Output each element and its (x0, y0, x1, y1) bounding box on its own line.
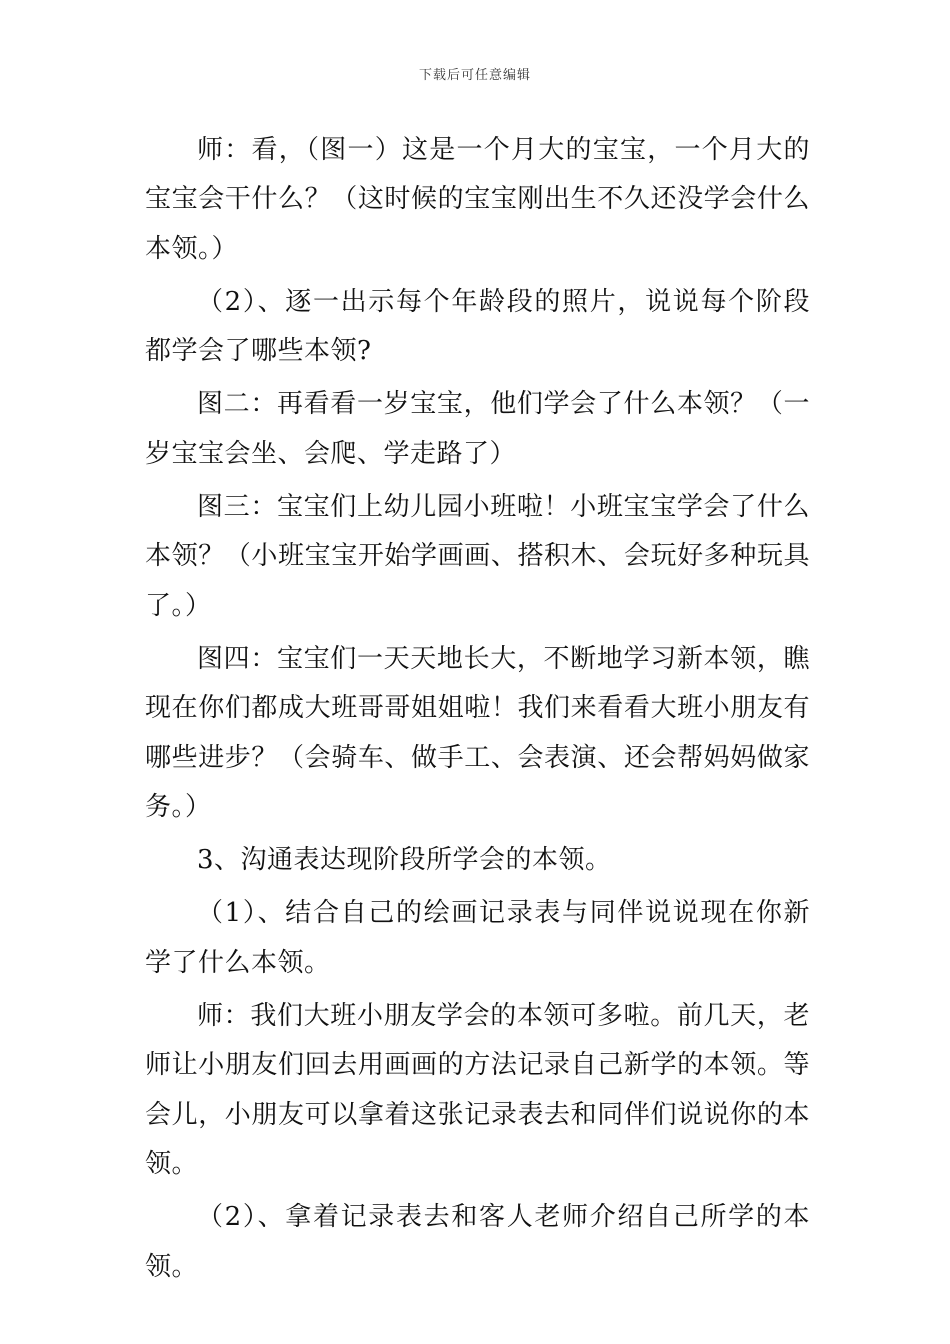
paragraph-8: 师：我们大班小朋友学会的本领可多啦。前几天，老师让小朋友们回去用画画的方法记录自己新学的本领。等会儿，小朋友可以拿着这张记录表去和同伴们说说你的本领。 (145, 1001, 810, 1179)
document-body (145, 126, 810, 1296)
paragraph-7: （1）、结合自己的绘画记录表与同伴说说现在你新学了什么本领。 (145, 898, 810, 978)
paragraph-1: 师：看，（图一）这是一个月大的宝宝，一个月大的宝宝会干什么？（这时候的宝宝刚出生不久还没学会什么本领。） (145, 135, 810, 264)
paragraph-6: 3、沟通表达现阶段所学会的本领。 (197, 845, 612, 876)
paragraph-2: （2）、逐一出示每个年龄段的照片，说说每个阶段都学会了哪些本领? (145, 286, 810, 367)
paragraph-4: 图三：宝宝们上幼儿园小班啦！小班宝宝学会了什么本领？（小班宝宝开始学画画、搭积木、会玩好多种玩具了。） (145, 492, 810, 621)
paragraph-9: （2）、拿着记录表去和客人老师介绍自己所学的本领。 (145, 1202, 810, 1282)
paragraph-3: 图二：再看看一岁宝宝，他们学会了什么本领？（一岁宝宝会坐、会爬、学走路了） (145, 389, 810, 469)
paragraph-5: 图四：宝宝们一天天地长大，不断地学习新本领，瞧现在你们都成大班哥哥姐姐啦！我们来看看大班小朋友有哪些进步？（会骑车、做手工、会表演、还会帮妈妈做家务。） (145, 643, 810, 822)
page-header: 下载后可任意编辑 (418, 68, 531, 83)
